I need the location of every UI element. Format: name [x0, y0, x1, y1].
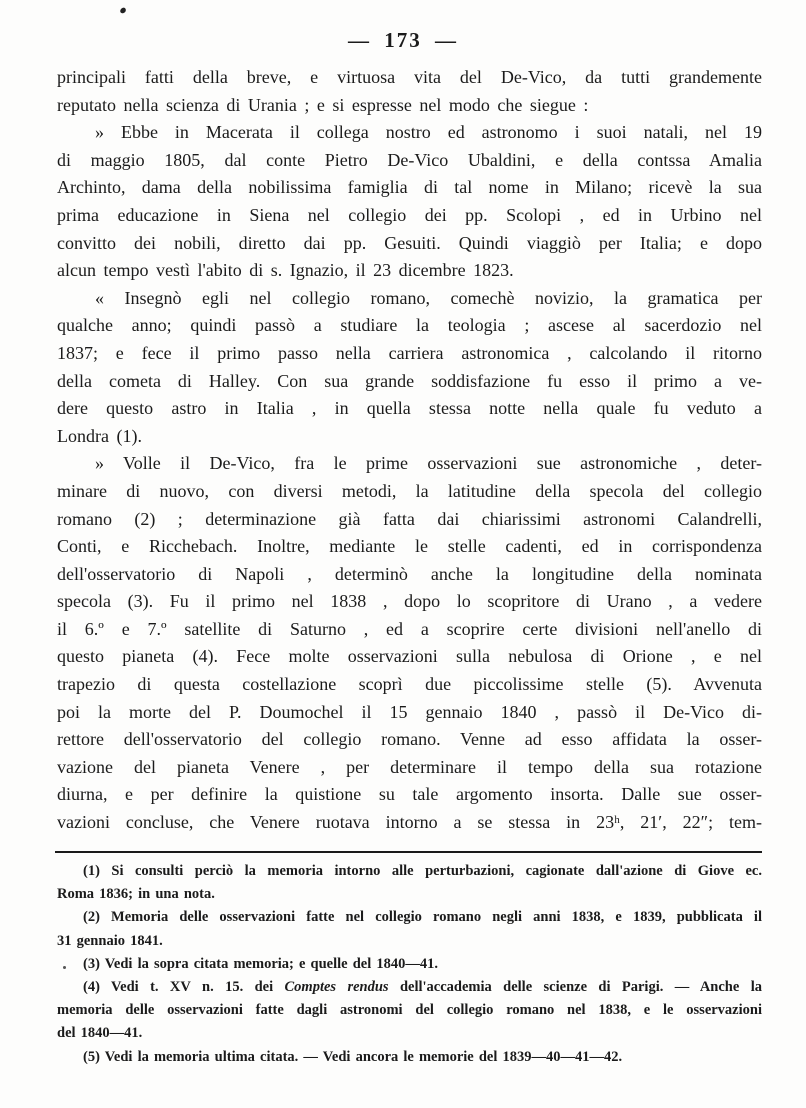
footnotes-block	[57, 860, 762, 1069]
text-line: vazioni concluse, che Venere ruotava intorno a se stessa in 23ʰ, 21′, 22″; tem-	[57, 812, 762, 833]
text-line: della cometa di Halley. Con sua grande soddisfazione fu esso il primo a ve-	[57, 370, 762, 391]
footnote-line: del 1840—41.	[57, 1025, 143, 1042]
footnote-text: dell'accademia delle scienze di Parigi. — Anche la	[388, 979, 762, 996]
text-line: vazione del pianeta Venere , per determinare il tempo della sua rotazione	[57, 756, 762, 777]
footnote-5	[57, 1046, 762, 1069]
text-line: qualche anno; quindi passò a studiare la teologia ; ascese al sacerdozio nel	[57, 315, 762, 336]
text-line: prima educazione in Siena nel collegio dei pp. Scolopi , ed in Urbino nel	[57, 204, 762, 225]
text-line: principali fatti della breve, e virtuosa vita del De-Vico, da tutti grandemente	[57, 67, 762, 87]
footnote-line: (5) Vedi la memoria ultima citata. — Vedi ancora le memorie del 1839—40—41—42.	[83, 1048, 623, 1065]
text-line: il 6.º e 7.º satellite di Saturno , ed a scoprire certe divisioni nell'anello di	[57, 618, 762, 639]
text-line: specola (3). Fu il primo nel 1838 , dopo lo scopritore di Urano , a vedere	[57, 591, 762, 612]
paragraph-3	[57, 285, 762, 451]
text-line: dere questo astro in Italia , in quella stessa notte nella quale fu veduto a	[57, 398, 762, 419]
text-line: reputato nella scienza di Urania ; e si espresse nel modo che siegue :	[57, 94, 589, 115]
footnote-line	[57, 976, 762, 999]
footnote-divider	[55, 851, 762, 853]
text-line: Conti, e Ricchebach. Inoltre, mediante le stelle cadenti, ed in corrispondenza	[57, 536, 762, 557]
text-line: » Ebbe in Macerata il collega nostro ed astronomo i suoi natali, nel 19	[95, 122, 762, 143]
page-number: — 173 —	[348, 28, 458, 52]
footnote-3	[57, 953, 762, 976]
main-text-block	[57, 64, 762, 837]
text-line: convitto dei nobili, diretto dai pp. Gesuiti. Quindi viaggiò per Italia; e dopo	[57, 232, 762, 253]
footnote-line: (3) Vedi la sopra citata memoria; e quelle del 1840—41.	[83, 955, 439, 972]
text-line: « Insegnò egli nel collegio romano, comechè novizio, la gramatica per	[95, 287, 762, 308]
footnote-1	[57, 860, 762, 906]
ink-speck	[119, 7, 127, 14]
text-line: rettore dell'osservatorio del collegio romano. Venne ad esso affidata la osser-	[57, 729, 762, 750]
footnote-line: Roma 1836; in una nota.	[57, 886, 215, 903]
footnote-line: (2) Memoria delle osservazioni fatte nel collegio romano negli anni 1838, e 1839, pubblicata il	[83, 909, 762, 926]
footnote-line: memoria delle osservazioni fatte dagli astronomi del collegio romano nel 1838, e le osservazioni	[57, 1002, 762, 1019]
paragraph-2	[57, 119, 762, 285]
footnote-2	[57, 906, 762, 952]
text-line: trapezio di questa costellazione scoprì due piccolissime stelle (5). Avvenuta	[57, 674, 762, 695]
text-line: minare di nuovo, con diversi metodi, la latitudine della specola del collegio	[57, 480, 762, 501]
text-line: di maggio 1805, dal conte Pietro De-Vico Ubaldini, e della contssa Amalia	[57, 149, 762, 170]
text-line: Londra (1).	[57, 425, 142, 446]
footnote-italic-title: Comptes rendus	[284, 979, 389, 996]
footnote-text: (4) Vedi t. XV n. 15. dei	[83, 979, 285, 996]
paragraph-4	[57, 450, 762, 836]
text-line: poi la morte del P. Doumochel il 15 gennaio 1840 , passò il De-Vico di-	[57, 701, 762, 722]
text-line: romano (2) ; determinazione già fatta dai chiarissimi astronomi Calandrelli,	[57, 508, 762, 529]
footnote-4	[57, 976, 762, 1046]
footnote-line: 31 gennaio 1841.	[57, 932, 163, 949]
text-line: diurna, e per definire la quistione su tale argomento insorta. Dalle sue osser-	[57, 784, 762, 805]
text-line: alcun tempo vestì l'abito di s. Ignazio, il 23 dicembre 1823.	[57, 260, 514, 281]
text-line: Archinto, dama della nobilissima famiglia di tal nome in Milano; ricevè la sua	[57, 177, 762, 198]
footnote-line: (1) Si consulti perciò la memoria intorno alle perturbazioni, cagionate dall'azione di Giove ec.	[83, 863, 762, 879]
text-line: » Volle il De-Vico, fra le prime osservazioni sue astronomiche , deter-	[95, 453, 762, 474]
text-line: 1837; e fece il primo passo nella carriera astronomica , calcolando il ritorno	[57, 342, 762, 363]
text-line: questo pianeta (4). Fece molte osservazioni sulla nebulosa di Orione , e nel	[57, 646, 762, 667]
text-line: dell'osservatorio di Napoli , determinò anche la longitudine della nominata	[57, 563, 762, 584]
paragraph-1	[57, 64, 762, 119]
